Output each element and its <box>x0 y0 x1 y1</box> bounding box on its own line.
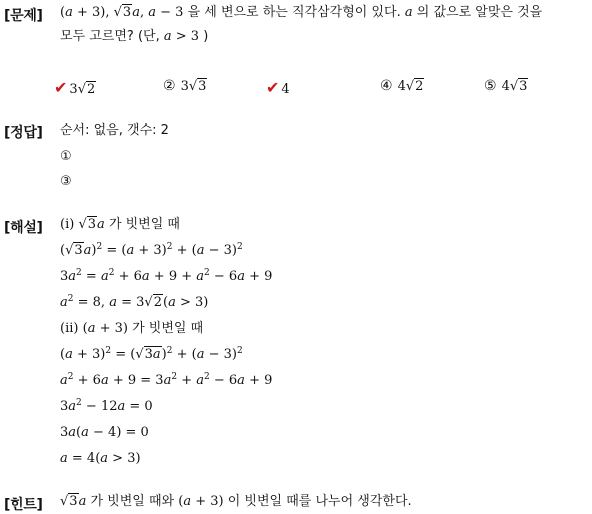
explanation-line-3: $3a^2 = a^2 + 6a + 9 + a^2 - 6a + 9$ <box>60 268 273 284</box>
problem-text-3-end: ) <box>203 29 209 44</box>
hint-text-2: 이 빗변일 때를 나누어 생각한다. <box>227 494 412 509</box>
explanation-line-6: $(a + 3)^2 = (√3a)^2 + (a - 3)^2$ <box>60 346 243 362</box>
choice-4[interactable]: ④ 4√2 <box>380 78 424 94</box>
explanation-line-1: (i) √3a 가 빗변일 때 <box>60 217 180 232</box>
choice-3[interactable]: ✔ 4 <box>266 78 290 97</box>
answer-summary: 순서: 없음, 갯수: 2 <box>60 123 169 138</box>
hint-text-1: 가 빗변일 때와 <box>90 494 175 509</box>
explanation-line-7: $a^2 + 6a + 9 = 3a^2 + a^2 - 6a + 9$ <box>60 372 273 388</box>
problem-line-2: 모두 고르면? (단, a > 3 ) <box>60 29 209 44</box>
explanation-line-5: (ii) (a + 3) 가 빗변일 때 <box>60 321 204 336</box>
explanation-label: [해설] <box>4 220 43 236</box>
answer-item-2: ③ <box>60 174 72 189</box>
explanation-line-9: 3a(a − 4) = 0 <box>60 425 149 440</box>
hint-line: √3a 가 빗변일 때와 (a + 3) 이 빗변일 때를 나누어 생각한다. <box>60 494 412 509</box>
checkmark-icon: ✔ <box>54 78 68 97</box>
problem-line-1: (a + 3), √3a, a − 3 을 세 변으로 하는 직각삼각형이 있다. a 의 값으로 알맞은 것을 <box>60 5 543 20</box>
checkmark-icon: ✔ <box>266 78 280 97</box>
choice-5[interactable]: ⑤ 4√3 <box>484 78 528 94</box>
choice-1[interactable]: ✔ 3√2 <box>54 78 96 97</box>
explanation-line-4: $a^2 = 8$, a = 3√2(a > 3) <box>60 294 209 310</box>
explanation-line-2: $(√3a)^2 = (a + 3)^2 + (a - 3)^2$ <box>60 242 243 258</box>
problem-label: [문제] <box>4 8 43 24</box>
problem-text-2: 의 값으로 알맞은 것을 <box>416 5 543 20</box>
case-2-marker: (ii) <box>60 321 79 336</box>
answer-item-1: ① <box>60 149 72 164</box>
case-2-text: 가 빗변일 때 <box>132 321 204 336</box>
explanation-line-10: a = 4(a > 3) <box>60 451 141 466</box>
hint-label: [힌트] <box>4 497 43 513</box>
explanation-line-8: $3a^2 - 12a = 0$ <box>60 398 153 414</box>
problem-text-1: 을 세 변으로 하는 직각삼각형이 있다. <box>187 5 401 20</box>
choice-2[interactable]: ② 3√3 <box>163 78 207 94</box>
case-1-marker: (i) <box>60 217 75 232</box>
case-1-text: 가 빗변일 때 <box>108 217 180 232</box>
choice-2-number: ② <box>163 78 176 94</box>
problem-text-3: 모두 고르면? (단, <box>60 29 160 44</box>
choice-5-number: ⑤ <box>484 78 497 94</box>
choice-4-number: ④ <box>380 78 393 94</box>
answer-label: [정답] <box>4 125 43 141</box>
